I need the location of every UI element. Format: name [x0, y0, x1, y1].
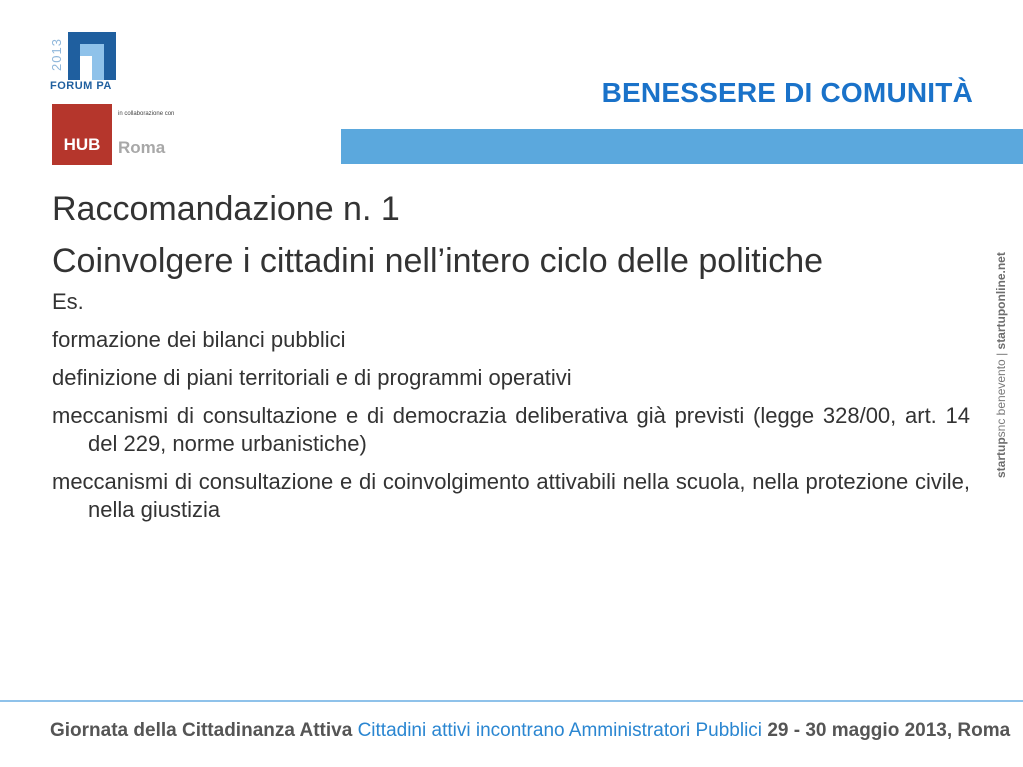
footer-subtitle: Cittadini attivi incontrano Amministratori Pubblici: [357, 720, 763, 741]
forum-pa-name: FORUM PA: [50, 80, 112, 92]
subheading: Coinvolgere i cittadini nell’intero ciclo delle politiche: [52, 242, 824, 280]
footer-event: Giornata della Cittadinanza Attiva: [50, 720, 353, 741]
list-item: Es.: [52, 289, 84, 314]
footer-divider: [0, 700, 1023, 702]
list-item: meccanismi di consultazione e di coinvolgimento attivabili nella scuola, nella protezione civile, nella giustizia: [52, 469, 970, 522]
title-bar: [341, 129, 1023, 164]
slide-content: [52, 190, 970, 534]
list-item: meccanismi di consultazione e di democrazia deliberativa già previsti (legge 328/00, art. 14 del 229, norme urbanistiche): [52, 403, 970, 456]
side-credit: [993, 252, 1009, 478]
side-text1: snc benevento |: [994, 349, 1008, 438]
collab-text: in collaborazione con: [118, 111, 175, 117]
forum-year: 2013: [49, 38, 64, 72]
heading: Raccomandazione n. 1: [52, 190, 400, 228]
footer: [50, 720, 1010, 742]
hub-logo: [52, 104, 112, 165]
list-item: formazione dei bilanci pubblici: [52, 327, 346, 352]
footer-date: 29 - 30 maggio 2013, Roma: [767, 720, 1011, 741]
hub-label: HUB: [63, 135, 101, 154]
roma-label: Roma: [118, 138, 166, 157]
side-brand2: startuponline.net: [994, 252, 1008, 350]
side-brand1: startup: [994, 437, 1008, 478]
list-item: definizione di piani territoriali e di programmi operativi: [52, 365, 572, 390]
slide-title: BENESSERE DI COMUNITÀ: [601, 77, 973, 108]
